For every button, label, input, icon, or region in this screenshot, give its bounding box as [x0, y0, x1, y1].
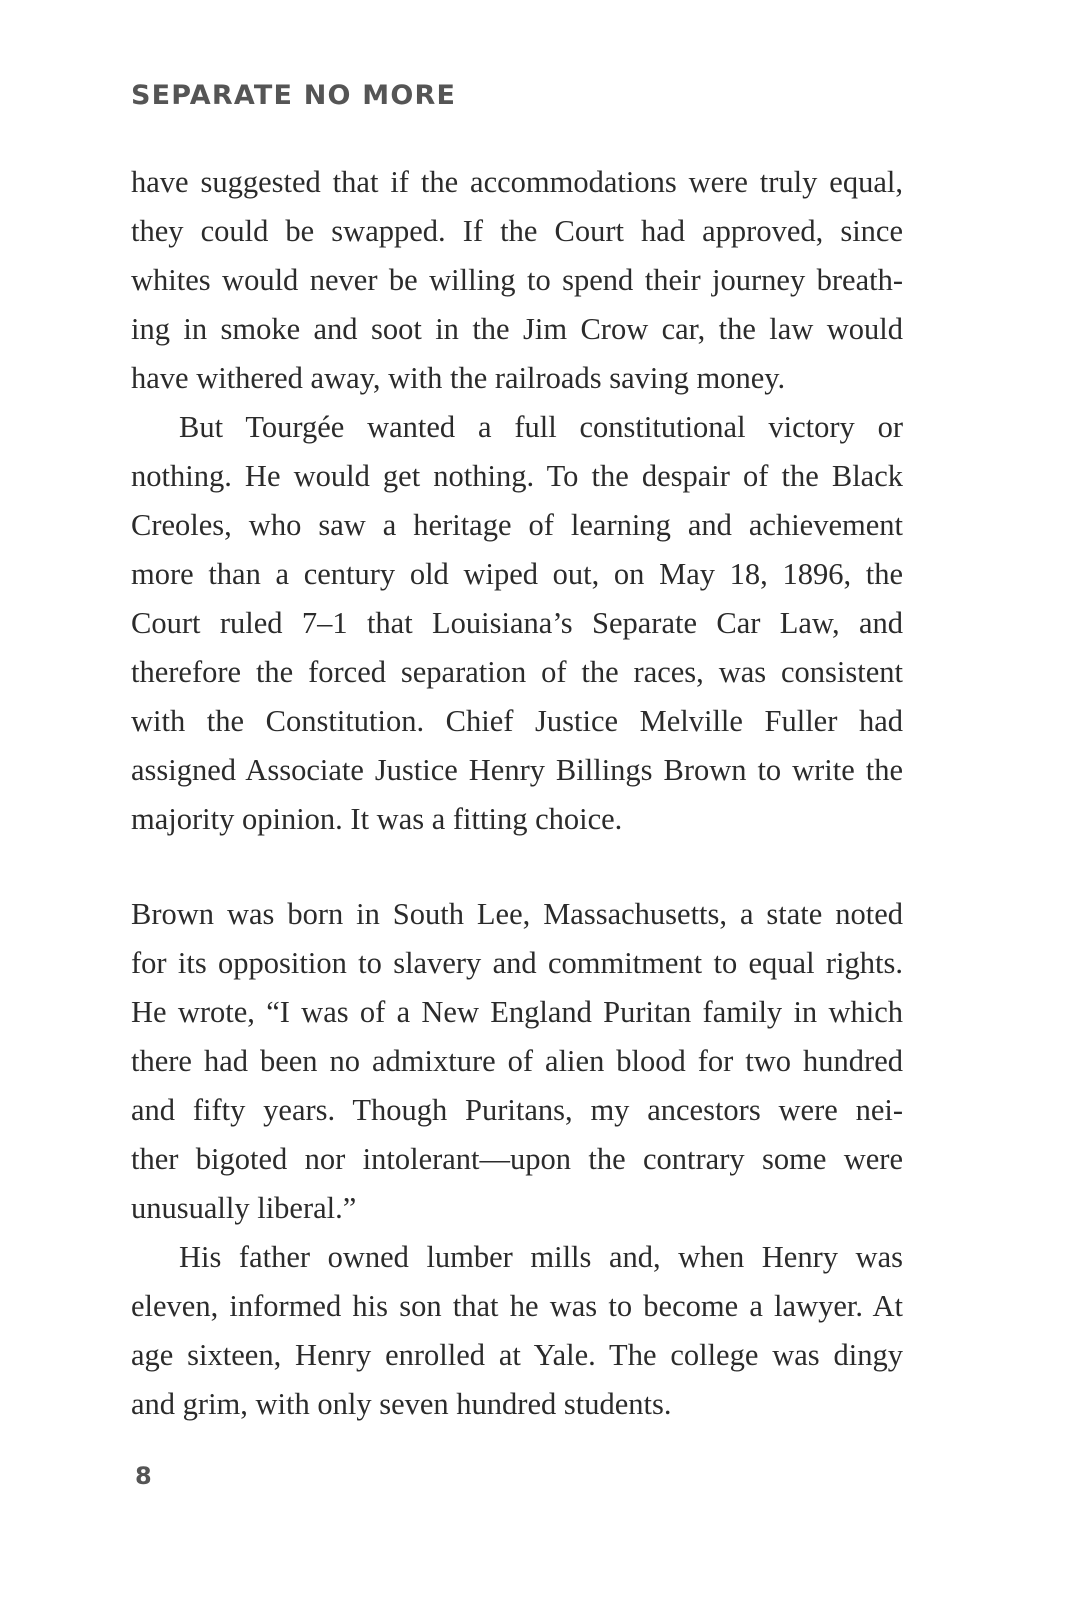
- text-line: with the Constitution. Chief Justice Melville Fuller had: [131, 704, 903, 738]
- paragraph: [131, 403, 903, 844]
- text-line: Court ruled 7–1 that Louisiana’s Separate Car Law, and: [131, 606, 903, 640]
- text-line: majority opinion. It was a fitting choice.: [131, 802, 623, 836]
- text-line: ther bigoted nor intolerant—upon the contrary some were: [131, 1142, 903, 1176]
- text-line: whites would never be willing to spend their journey breath-: [131, 263, 903, 297]
- text-line: have withered away, with the railroads saving money.: [131, 361, 786, 395]
- running-head: SEPARATE NO MORE: [131, 80, 457, 111]
- text-section-1: [131, 158, 903, 844]
- text-line: Brown was born in South Lee, Massachusetts, a state noted: [131, 897, 903, 931]
- text-section-2: [131, 890, 903, 1429]
- text-line: they could be swapped. If the Court had approved, since: [131, 214, 903, 248]
- text-line: have suggested that if the accommodations were truly equal,: [131, 165, 903, 199]
- text-line: But Tourgée wanted a full constitutional victory or: [179, 410, 903, 444]
- text-line: He wrote, “I was of a New England Puritan family in which: [131, 995, 903, 1029]
- text-line: and grim, with only seven hundred students.: [131, 1387, 672, 1421]
- text-line: assigned Associate Justice Henry Billings Brown to write the: [131, 753, 903, 787]
- text-line: for its opposition to slavery and commitment to equal rights.: [131, 946, 903, 980]
- text-line: His father owned lumber mills and, when Henry was: [179, 1240, 903, 1274]
- text-line: ing in smoke and soot in the Jim Crow car, the law would: [131, 312, 903, 346]
- text-line: age sixteen, Henry enrolled at Yale. The college was dingy: [131, 1338, 903, 1372]
- text-line: therefore the forced separation of the races, was consistent: [131, 655, 903, 689]
- text-line: and fifty years. Though Puritans, my ancestors were nei-: [131, 1093, 903, 1127]
- page-number: 8: [135, 1462, 152, 1490]
- text-line: eleven, informed his son that he was to become a lawyer. At: [131, 1289, 903, 1323]
- paragraph: [131, 158, 903, 403]
- text-line: Creoles, who saw a heritage of learning and achievement: [131, 508, 903, 542]
- text-line: there had been no admixture of alien blood for two hundred: [131, 1044, 903, 1078]
- text-line: more than a century old wiped out, on May 18, 1896, the: [131, 557, 903, 591]
- paragraph: [131, 1233, 903, 1429]
- text-line: nothing. He would get nothing. To the despair of the Black: [131, 459, 903, 493]
- paragraph: [131, 890, 903, 1233]
- text-line: unusually liberal.”: [131, 1191, 357, 1225]
